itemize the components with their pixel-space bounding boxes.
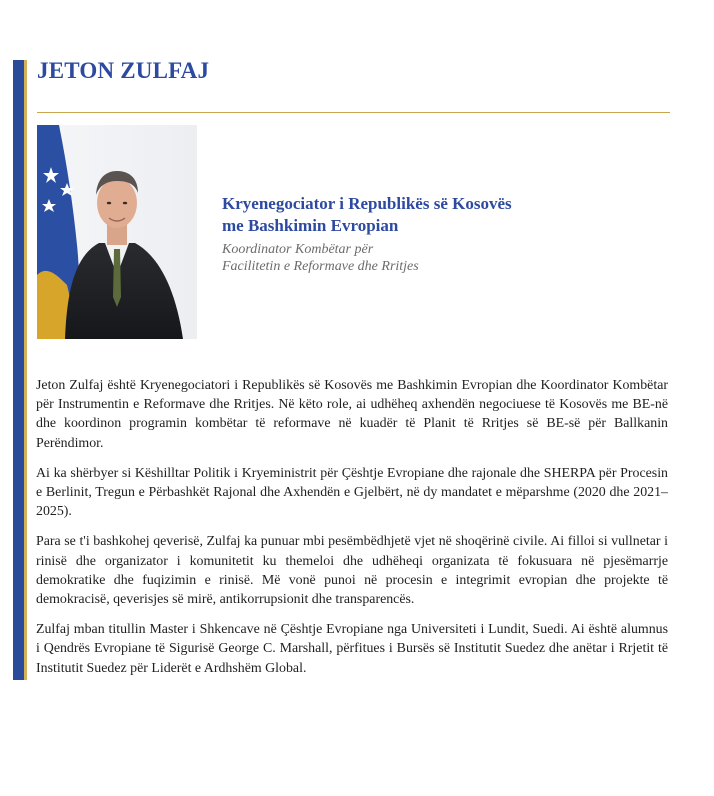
role-subtitle-line2: Facilitetin e Reformave dhe Rritjes [222,259,419,274]
role-title-line1: Kryenegociator i Republikës së Kosovës [222,194,512,213]
side-accent-stripe [24,60,27,680]
bio-paragraph: Zulfaj mban titullin Master i Shkencave në Çështje Evropiane nga Universiteti i Lundit, Suedi. Ai është alumnus i Qendrës Evropiane të Sigurisë George C. Marshall, përfitues i Bursës së Institutit Suedez dhe anëtar i Rrjetit të Institutit Suedez për Liderët e Ardhshëm Global. [36,622,668,676]
bio-paragraph: Para se t'i bashkohej qeverisë, Zulfaj ka punuar mbi pesëmbëdhjetë vjet në shoqërinë civile. Ai filloi si vullnetar i rinisë dhe organizator i komunitetit ku themeloi dhe udhëheqi organizata të fokusuara në pjesëmarrje demokratike dhe fuqizimin e rinisë. Më vonë punoi në procesin e integrimit evropian dhe projekte të demokracisë, qeverisjes së mirë, antikorrupsionit dhe transparencës. [36,534,668,608]
role-subtitle-line1: Koordinator Kombëtar për [222,242,374,257]
portrait-photo [37,125,197,339]
role-subtitle [222,241,622,275]
side-accent-bar [13,60,24,680]
bio-paragraph: Ai ka shërbyer si Këshilltar Politik i Kryeministrit për Çështje Evropiane dhe rajonale dhe SHERPA për Procesin e Berlinit, Tregun e Përbashkët Rajonal dhe Axhendën e Gjelbërt, në dy mandatet e mëparshme (2020 dhe 2021–2025). [36,465,668,520]
page-title: JETON ZULFAJ [37,58,210,83]
role-block [222,193,622,275]
biography [36,376,668,689]
role-title [222,193,622,237]
header-divider [37,112,670,113]
bio-paragraph: Jeton Zulfaj është Kryenegociatori i Republikës së Kosovës me Bashkimin Evropian dhe Koordinator Kombëtar për Instrumentin e Reformave dhe Rritjes. Në këto role, ai udhëheq axhendën negociuese të Kosovës me BE-në dhe koordinon programin kombëtar të reformave në kuadër të Planit të Rritjes së BE-së për Ballkanin Perëndimor. [36,378,668,451]
role-title-line2: me Bashkimin Evropian [222,216,399,235]
portrait-illustration [37,125,197,339]
